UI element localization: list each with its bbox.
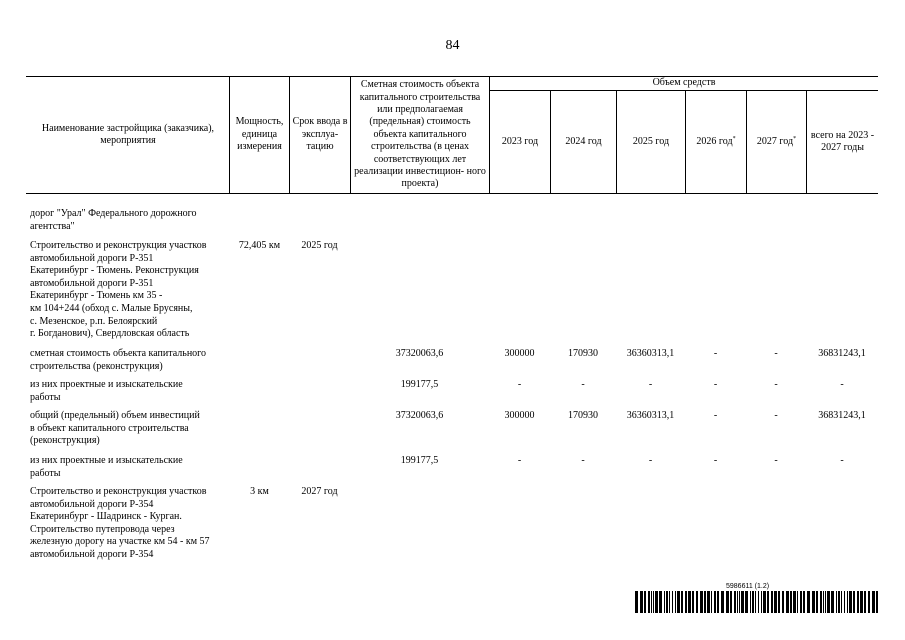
header-year-2025: 2025 год bbox=[632, 135, 670, 147]
barcode-bar bbox=[876, 591, 878, 613]
barcode-bar bbox=[755, 591, 756, 613]
barcode-bar bbox=[644, 591, 646, 613]
row-y2025: - bbox=[648, 379, 653, 390]
row-name: сметная стоимость объекта капитального строительства (реконструкция) bbox=[30, 348, 207, 372]
row-y2023: 300000 bbox=[504, 410, 535, 421]
row-y2026: - bbox=[713, 379, 718, 390]
row-y2023: - bbox=[517, 455, 522, 466]
barcode-bar bbox=[797, 591, 798, 613]
barcode-bar bbox=[820, 591, 822, 613]
barcode-image bbox=[635, 591, 881, 613]
barcode-bar bbox=[872, 591, 875, 613]
row-y2027: - bbox=[774, 410, 778, 421]
barcode-bar bbox=[790, 591, 792, 613]
barcode-bar bbox=[849, 591, 852, 613]
col-divider bbox=[350, 76, 351, 193]
row-cost: 37320063,6 bbox=[395, 348, 444, 359]
barcode-bar bbox=[864, 591, 866, 613]
barcode-bar bbox=[739, 591, 740, 613]
barcode-bar bbox=[653, 591, 654, 613]
row-y2025: 36360313,1 bbox=[626, 410, 675, 421]
barcode-bar bbox=[763, 591, 766, 613]
barcode-bar bbox=[761, 591, 762, 613]
col-divider bbox=[229, 76, 230, 193]
row-name: дорог "Урал" Федерального дорожного агентства" bbox=[30, 208, 197, 232]
row-name: из них проектные и изыскательские работы bbox=[30, 379, 183, 403]
barcode-bar bbox=[696, 591, 698, 613]
page-number: 84 bbox=[445, 38, 460, 53]
barcode-bar bbox=[707, 591, 710, 613]
barcode-bar bbox=[681, 591, 683, 613]
row-term: 2025 год bbox=[301, 240, 338, 251]
row-y2024: - bbox=[581, 379, 585, 390]
row-cost: 199177,5 bbox=[400, 379, 439, 390]
row-y2024: 170930 bbox=[568, 348, 598, 359]
barcode-bar bbox=[767, 591, 769, 613]
row-total: - bbox=[840, 379, 844, 390]
barcode-bar bbox=[847, 591, 848, 613]
barcode-bar bbox=[635, 591, 638, 613]
barcode-bar bbox=[750, 591, 751, 613]
header-year-2027: 2027 год* bbox=[756, 135, 797, 147]
row-y2023: - bbox=[517, 379, 522, 390]
barcode-bar bbox=[857, 591, 859, 613]
row-y2024: 170930 bbox=[568, 410, 598, 421]
barcode-bar bbox=[853, 591, 855, 613]
row-y2026: - bbox=[713, 455, 718, 466]
header-name: Наименование застройщика (заказчика), мероприятия bbox=[41, 122, 215, 146]
barcode-bar bbox=[831, 591, 834, 613]
barcode-bar bbox=[868, 591, 870, 613]
row-term: 2027 год bbox=[301, 486, 338, 497]
barcode-bar bbox=[758, 591, 759, 613]
row-name: из них проектные и изыскательские работы bbox=[30, 455, 183, 479]
row-y2025: 36360313,1 bbox=[626, 348, 675, 359]
row-y2026: - bbox=[713, 348, 718, 359]
row-y2026: - bbox=[713, 410, 718, 421]
barcode-bar bbox=[648, 591, 650, 613]
row-y2027: - bbox=[774, 455, 778, 466]
row-capacity: 3 км bbox=[250, 486, 269, 497]
barcode-bar bbox=[807, 591, 810, 613]
row-y2024: - bbox=[581, 455, 585, 466]
barcode-bar bbox=[726, 591, 729, 613]
barcode-bar bbox=[700, 591, 703, 613]
barcode-bar bbox=[778, 591, 780, 613]
header-capacity: Мощность, единица измерения bbox=[235, 116, 284, 153]
barcode-caption: 5986611 (1.2) bbox=[726, 583, 770, 590]
barcode-bar bbox=[659, 591, 662, 613]
barcode-bar bbox=[745, 591, 748, 613]
row-y2023: 300000 bbox=[504, 348, 535, 359]
row-name: общий (предельный) объем инвестиций в объект капитального строительства (реконструкция) bbox=[30, 410, 200, 447]
barcode-bar bbox=[711, 591, 712, 613]
barcode-bar bbox=[825, 591, 826, 613]
barcode-bar bbox=[666, 591, 668, 613]
barcode-bar bbox=[838, 591, 840, 613]
row-total: 36831243,1 bbox=[818, 348, 866, 359]
barcode-bar bbox=[741, 591, 744, 613]
row-name: Строительство и реконструкция участков автомобильной дороги Р-354 Екатеринбург - Шадринск - Курган. Строительство путепровода через железную дорогу на участке км 54 - км 57 автомобильной дороги Р-354 bbox=[30, 486, 210, 560]
header-total: всего на 2023 - 2027 годы bbox=[810, 129, 875, 153]
barcode-bar bbox=[685, 591, 687, 613]
barcode-bar bbox=[793, 591, 796, 613]
barcode-bar bbox=[737, 591, 738, 613]
barcode-bar bbox=[800, 591, 802, 613]
barcode-bar bbox=[730, 591, 732, 613]
barcode-bar bbox=[677, 591, 680, 613]
col-divider bbox=[289, 76, 290, 193]
footnote-mark: * bbox=[732, 135, 736, 142]
barcode-bar bbox=[803, 591, 805, 613]
barcode-bar bbox=[860, 591, 863, 613]
barcode-bar bbox=[812, 591, 815, 613]
barcode-bar bbox=[675, 591, 676, 613]
row-cost: 37320063,6 bbox=[395, 410, 444, 421]
barcode-bar bbox=[655, 591, 658, 613]
header-year-2023: 2023 год bbox=[501, 135, 539, 147]
barcode-bar bbox=[786, 591, 789, 613]
footnote-mark: * bbox=[793, 135, 797, 142]
header-term: Срок ввода в эксплуа- тацию bbox=[292, 116, 348, 153]
barcode-bar bbox=[823, 591, 824, 613]
barcode-bar bbox=[717, 591, 719, 613]
header-bottom-border bbox=[26, 193, 878, 194]
barcode-bar bbox=[841, 591, 842, 613]
header-year-2024: 2024 год bbox=[565, 135, 602, 147]
barcode-bar bbox=[721, 591, 724, 613]
row-y2027: - bbox=[774, 348, 778, 359]
barcode-bar bbox=[752, 591, 754, 613]
barcode-bar bbox=[704, 591, 706, 613]
barcode-bar bbox=[782, 591, 784, 613]
barcode-bar bbox=[692, 591, 694, 613]
row-y2027: - bbox=[774, 379, 778, 390]
barcode-bar bbox=[771, 591, 773, 613]
barcode-bar bbox=[816, 591, 818, 613]
barcode-bar bbox=[836, 591, 837, 613]
row-total: 36831243,1 bbox=[818, 410, 866, 421]
barcode-bar bbox=[664, 591, 665, 613]
row-total: - bbox=[840, 455, 844, 466]
barcode-bar bbox=[651, 591, 652, 613]
header-funds-group: Объем средств bbox=[652, 77, 716, 89]
barcode-bar bbox=[640, 591, 643, 613]
row-capacity: 72,405 км bbox=[238, 240, 281, 251]
barcode-bar bbox=[714, 591, 716, 613]
barcode-bar bbox=[774, 591, 777, 613]
row-name: Строительство и реконструкция участков автомобильной дороги Р-351 Екатеринбург - Тюмень. Реконструкция автомобильной дороги Р-351 Екатеринбург - Тюмень км 35 - км 104+244 (обход с. Малые Брусяны, с. Мезенское, р.п. Белоярский г. Богданович), Свердловская область bbox=[30, 240, 207, 340]
barcode-bar bbox=[844, 591, 845, 613]
barcode-bar bbox=[688, 591, 691, 613]
row-y2025: - bbox=[648, 455, 653, 466]
barcode-bar bbox=[669, 591, 670, 613]
header-cost: Сметная стоимость объекта капитального строительства или предполагаемая (предельная) стоимость объекта капитального строительства (в ценах соответствующих лет реализации инвестицион- ного проекта) bbox=[354, 79, 486, 190]
header-year-2026: 2026 год* bbox=[696, 135, 736, 147]
barcode-bar bbox=[672, 591, 673, 613]
row-cost: 199177,5 bbox=[400, 455, 439, 466]
barcode-bar bbox=[734, 591, 736, 613]
barcode-bar bbox=[827, 591, 830, 613]
